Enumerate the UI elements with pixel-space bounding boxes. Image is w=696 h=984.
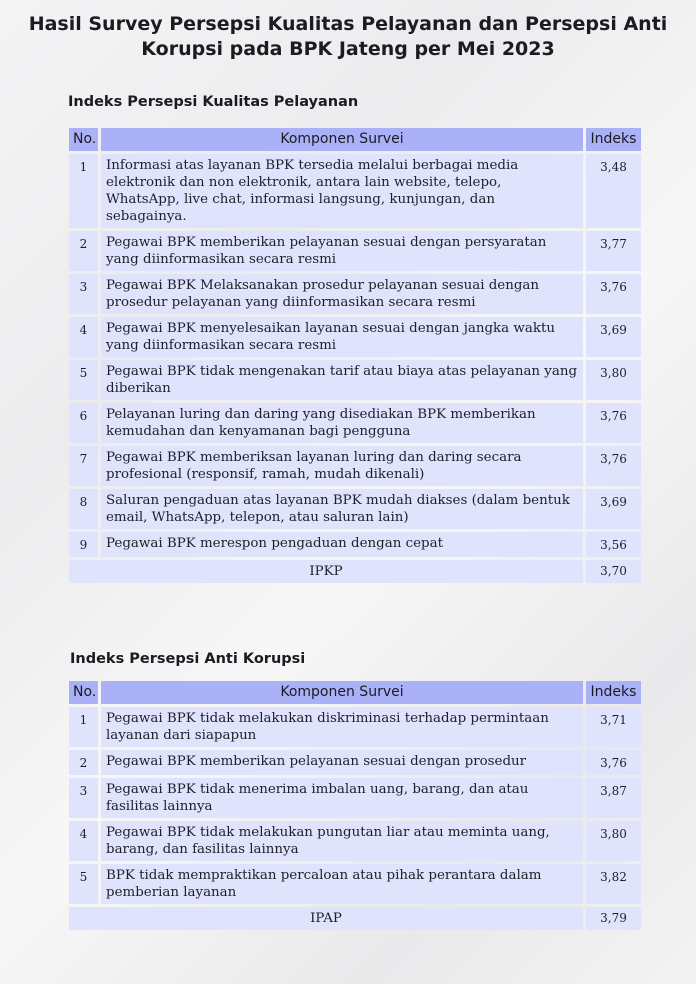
summary-label: IPAP bbox=[69, 907, 583, 930]
header-no: No. bbox=[69, 681, 98, 704]
row-number: 4 bbox=[69, 821, 98, 861]
row-index-value: 3,80 bbox=[586, 821, 641, 861]
ipkp-table-body bbox=[69, 154, 641, 583]
header-index: Indeks bbox=[586, 681, 641, 704]
row-index-value: 3,56 bbox=[586, 532, 641, 557]
table-row bbox=[69, 821, 641, 861]
row-number: 8 bbox=[69, 489, 98, 529]
row-index-value: 3,71 bbox=[586, 707, 641, 747]
row-component-text: Pegawai BPK Melaksanakan prosedur pelayanan sesuai dengan prosedur pelayanan yang diinformasikan secara resmi bbox=[101, 274, 583, 314]
row-number: 1 bbox=[69, 154, 98, 228]
table-row bbox=[69, 446, 641, 486]
header-component: Komponen Survei bbox=[101, 681, 583, 704]
row-number: 3 bbox=[69, 274, 98, 314]
table-row bbox=[69, 274, 641, 314]
table-row bbox=[69, 154, 641, 228]
summary-value: 3,70 bbox=[586, 560, 641, 583]
row-index-value: 3,87 bbox=[586, 778, 641, 818]
table-row bbox=[69, 317, 641, 357]
table-row bbox=[69, 532, 641, 557]
table-row bbox=[69, 489, 641, 529]
table-header-row bbox=[69, 681, 641, 704]
table-row bbox=[69, 778, 641, 818]
table-header-row bbox=[69, 128, 641, 151]
header-component: Komponen Survei bbox=[101, 128, 583, 151]
row-index-value: 3,80 bbox=[586, 360, 641, 400]
table-row bbox=[69, 403, 641, 443]
ipkp-section-title: Indeks Persepsi Kualitas Pelayanan bbox=[68, 94, 359, 110]
row-index-value: 3,77 bbox=[586, 231, 641, 271]
row-component-text: Pegawai BPK memberikan pelayanan sesuai dengan prosedur bbox=[101, 750, 583, 775]
table-row bbox=[69, 707, 641, 747]
row-component-text: BPK tidak mempraktikan percaloan atau pihak perantara dalam pemberian layanan bbox=[101, 864, 583, 904]
ipap-table-body bbox=[69, 707, 641, 930]
table-row bbox=[69, 750, 641, 775]
row-component-text: Pegawai BPK merespon pengaduan dengan cepat bbox=[101, 532, 583, 557]
row-component-text: Informasi atas layanan BPK tersedia melalui berbagai media elektronik dan non elektronik, antara lain website, telepo, WhatsApp, live chat, informasi langsung, kunjungan, dan sebagainya. bbox=[101, 154, 583, 228]
row-component-text: Pelayanan luring dan daring yang disediakan BPK memberikan kemudahan dan kenyamanan bagi pengguna bbox=[101, 403, 583, 443]
row-component-text: Pegawai BPK tidak melakukan diskriminasi terhadap permintaan layanan dari siapapun bbox=[101, 707, 583, 747]
row-number: 7 bbox=[69, 446, 98, 486]
table-row bbox=[69, 864, 641, 904]
row-index-value: 3,69 bbox=[586, 317, 641, 357]
row-index-value: 3,76 bbox=[586, 274, 641, 314]
row-component-text: Pegawai BPK tidak menerima imbalan uang, barang, dan atau fasilitas lainnya bbox=[101, 778, 583, 818]
ipap-table bbox=[66, 678, 644, 933]
summary-value: 3,79 bbox=[586, 907, 641, 930]
row-index-value: 3,48 bbox=[586, 154, 641, 228]
row-component-text: Pegawai BPK tidak melakukan pungutan liar atau meminta uang, barang, dan fasilitas lainnya bbox=[101, 821, 583, 861]
row-number: 4 bbox=[69, 317, 98, 357]
row-index-value: 3,76 bbox=[586, 403, 641, 443]
row-component-text: Saluran pengaduan atas layanan BPK mudah diakses (dalam bentuk email, WhatsApp, telepon, atau saluran lain) bbox=[101, 489, 583, 529]
row-number: 9 bbox=[69, 532, 98, 557]
summary-label: IPKP bbox=[69, 560, 583, 583]
page-title: Hasil Survey Persepsi Kualitas Pelayanan dan Persepsi Anti Korupsi pada BPK Jateng per Mei 2023 bbox=[28, 13, 668, 60]
row-index-value: 3,76 bbox=[586, 446, 641, 486]
row-component-text: Pegawai BPK memberikan pelayanan sesuai dengan persyaratan yang diinformasikan secara resmi bbox=[101, 231, 583, 271]
row-index-value: 3,82 bbox=[586, 864, 641, 904]
row-number: 2 bbox=[69, 750, 98, 775]
table-row bbox=[69, 231, 641, 271]
row-index-value: 3,76 bbox=[586, 750, 641, 775]
row-number: 2 bbox=[69, 231, 98, 271]
table-row bbox=[69, 360, 641, 400]
header-no: No. bbox=[69, 128, 98, 151]
summary-row bbox=[69, 560, 641, 583]
ipkp-table bbox=[66, 125, 644, 586]
row-number: 6 bbox=[69, 403, 98, 443]
row-component-text: Pegawai BPK memberiksan layanan luring dan daring secara profesional (responsif, ramah, mudah dikenali) bbox=[101, 446, 583, 486]
row-number: 1 bbox=[69, 707, 98, 747]
row-component-text: Pegawai BPK menyelesaikan layanan sesuai dengan jangka waktu yang diinformasikan secara resmi bbox=[101, 317, 583, 357]
row-index-value: 3,69 bbox=[586, 489, 641, 529]
row-number: 5 bbox=[69, 360, 98, 400]
row-number: 5 bbox=[69, 864, 98, 904]
ipap-section-title: Indeks Persepsi Anti Korupsi bbox=[70, 651, 306, 667]
summary-row bbox=[69, 907, 641, 930]
header-index: Indeks bbox=[586, 128, 641, 151]
row-number: 3 bbox=[69, 778, 98, 818]
row-component-text: Pegawai BPK tidak mengenakan tarif atau biaya atas pelayanan yang diberikan bbox=[101, 360, 583, 400]
